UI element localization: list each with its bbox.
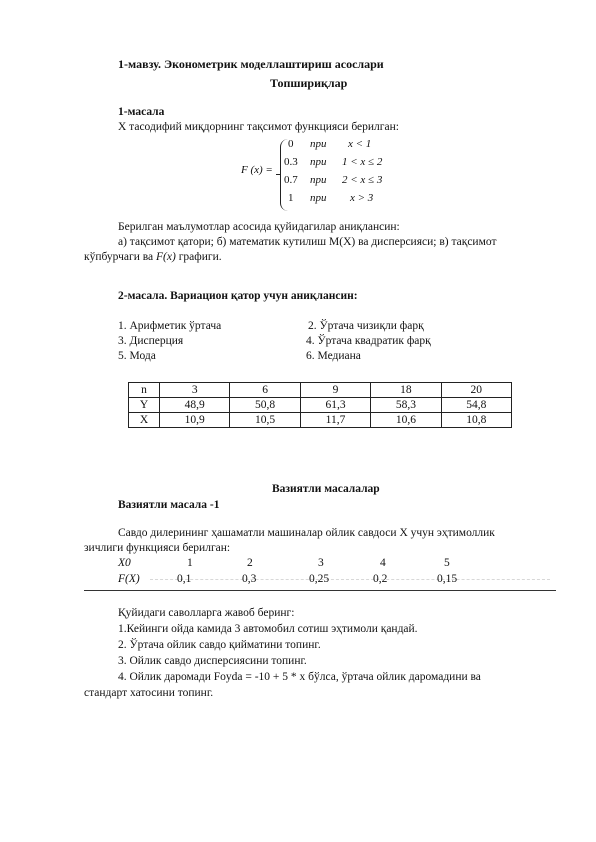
fx-value-1: 0,1 bbox=[177, 573, 192, 585]
problem2-item-1: 1. Арифметик ўртача bbox=[118, 320, 222, 332]
x-value-3: 3 bbox=[318, 557, 324, 569]
problem2-title: 2-масала. Вариацион қатор учун аниқлансин: bbox=[118, 290, 358, 302]
fx-value-2: 0,3 bbox=[242, 573, 257, 585]
table-cell: 6 bbox=[230, 383, 300, 398]
questions-intro: Қуйидаги саволларга жавоб беринг: bbox=[118, 607, 295, 619]
problem1-task-line1: Берилган маълумотлар асосида қуйидагилар аниқлансин: bbox=[118, 221, 400, 233]
problem2-item-2: 2. Ўртача чизиқли фарқ bbox=[308, 320, 424, 332]
situational-problem-title: Вазиятли масала -1 bbox=[118, 499, 220, 511]
problem2-item-5: 5. Мода bbox=[118, 350, 156, 362]
question-2: 2. Ўртача ойлик савдо қийматини топинг. bbox=[118, 639, 321, 651]
table-cell: 10,9 bbox=[160, 413, 230, 428]
table-cell: n bbox=[129, 383, 160, 398]
piece-value-3: 1 bbox=[288, 192, 294, 204]
tasks-heading: Топшириқлар bbox=[270, 76, 348, 90]
x-value-5: 5 bbox=[444, 557, 450, 569]
piece-cond-3: x > 3 bbox=[350, 192, 374, 204]
x-row-label: X0 bbox=[118, 557, 131, 569]
piece-value-1: 0.3 bbox=[284, 156, 298, 168]
fx-row-label: F(X) bbox=[118, 573, 140, 585]
piece-pri-0: при bbox=[310, 138, 327, 150]
piece-pri-1: при bbox=[310, 156, 327, 168]
problem2-item-3: 3. Дисперция bbox=[118, 335, 184, 347]
table-cell: 50,8 bbox=[230, 398, 300, 413]
table-cell: 20 bbox=[441, 383, 511, 398]
question-3: 3. Ойлик савдо дисперсиясини топинг. bbox=[118, 655, 307, 667]
x-value-4: 4 bbox=[380, 557, 386, 569]
task-line3-suffix: графиги. bbox=[175, 251, 222, 263]
task-line3-prefix: кўпбурчаги ва bbox=[84, 251, 157, 263]
table-cell: 10,8 bbox=[441, 413, 511, 428]
fx-value-4: 0,2 bbox=[373, 573, 388, 585]
table-cell: 9 bbox=[300, 383, 370, 398]
table-bottom-rule bbox=[84, 590, 556, 591]
piece-cond-0: x < 1 bbox=[348, 138, 372, 150]
table-cell: X bbox=[129, 413, 160, 428]
fx-value-3: 0,25 bbox=[309, 573, 330, 585]
problem2-item-6: 6. Медиана bbox=[306, 350, 361, 362]
situational-text-line1: Савдо дилерининг ҳашаматли машиналар ойлик савдоси Х учун эҳтимоллик bbox=[118, 527, 495, 539]
fx-value-5: 0,15 bbox=[437, 573, 458, 585]
situational-heading: Вазиятли масалалар bbox=[272, 483, 380, 495]
table-cell: 61,3 bbox=[300, 398, 370, 413]
problem1-task-line3 bbox=[84, 251, 222, 263]
variation-table bbox=[128, 382, 512, 428]
table-row bbox=[129, 413, 512, 428]
problem1-statement: Х тасодифий миқдорнинг тақсимот функцияси берилган: bbox=[118, 121, 399, 133]
piece-cond-1: 1 < x ≤ 2 bbox=[342, 156, 383, 168]
piece-value-2: 0.7 bbox=[284, 174, 298, 186]
piece-pri-2: при bbox=[310, 174, 327, 186]
situational-text-line2: зичлиги функцияси берилган: bbox=[84, 542, 231, 554]
piece-pri-3: при bbox=[310, 192, 327, 204]
x-value-1: 1 bbox=[187, 557, 193, 569]
table-row bbox=[129, 398, 512, 413]
question-4: 4. Ойлик даромади Foyda = -10 + 5 * x бўлса, ўртача ойлик даромадини ва bbox=[118, 671, 481, 683]
table-cell: 54,8 bbox=[441, 398, 511, 413]
table-row bbox=[129, 383, 512, 398]
fx-label: F (x) = bbox=[241, 164, 273, 176]
table-cell: 11,7 bbox=[300, 413, 370, 428]
problem1-task-line2: а) тақсимот қатори; б) математик кутилиш М(Х) ва дисперсияси; в) тақсимот bbox=[118, 236, 497, 248]
table-cell: 48,9 bbox=[160, 398, 230, 413]
question-1: 1.Кейинги ойда камида 3 автомобил сотиш эҳтимоли қандай. bbox=[118, 623, 418, 635]
table-cell: 58,3 bbox=[371, 398, 441, 413]
piece-value-0: 0 bbox=[288, 138, 294, 150]
question-4-continuation: стандарт хатосини топинг. bbox=[84, 687, 214, 699]
piecewise-brace-tip bbox=[276, 174, 281, 175]
row-divider bbox=[150, 579, 550, 580]
table-cell: Y bbox=[129, 398, 160, 413]
table-cell: 10,6 bbox=[371, 413, 441, 428]
table-cell: 18 bbox=[371, 383, 441, 398]
topic-title: 1-мавзу. Эконометрик моделлаштириш асослари bbox=[118, 57, 384, 71]
problem2-item-4: 4. Ўртача квадратик фарқ bbox=[306, 335, 431, 347]
piece-cond-2: 2 < x ≤ 3 bbox=[342, 174, 383, 186]
task-line3-fx: F(x) bbox=[156, 251, 176, 263]
x-value-2: 2 bbox=[247, 557, 253, 569]
table-cell: 3 bbox=[160, 383, 230, 398]
problem1-title: 1-масала bbox=[118, 106, 165, 118]
table-cell: 10,5 bbox=[230, 413, 300, 428]
